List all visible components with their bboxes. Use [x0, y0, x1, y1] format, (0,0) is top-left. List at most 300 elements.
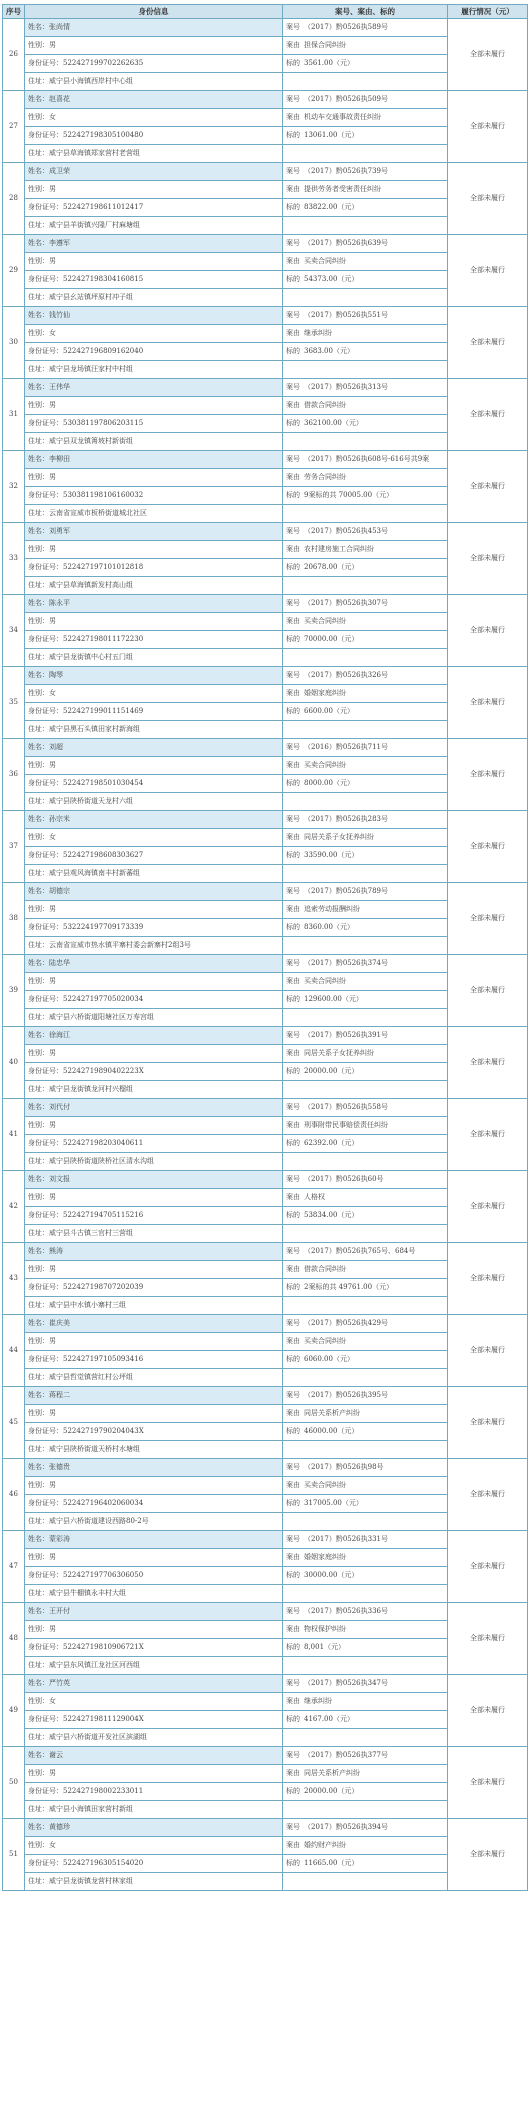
fulfillment-status: 全部未履行 [448, 307, 528, 379]
field-label: 性别 [28, 473, 42, 481]
person-gender [25, 1261, 283, 1279]
row-number: 31 [3, 379, 25, 451]
header-status: 履行情况（元） [448, 5, 528, 19]
field-value: 继承纠纷 [304, 329, 332, 337]
field-value: 男 [49, 545, 56, 553]
case-amount [283, 1351, 448, 1369]
field-separator: ： [42, 95, 49, 103]
field-label: 性别 [28, 761, 42, 769]
table-row [3, 739, 528, 757]
case-number [283, 163, 448, 181]
empty-cell [283, 145, 448, 163]
person-name [25, 1171, 283, 1189]
table-row [3, 1819, 528, 1837]
field-value: 522427197105093416 [63, 1355, 144, 1363]
field-value: 同居关系析产纠纷 [304, 1409, 360, 1417]
table-row [3, 1027, 528, 1045]
case-cause [283, 397, 448, 415]
field-label: 性别 [28, 617, 42, 625]
field-value: 黄德珍 [49, 1823, 70, 1831]
case-number [283, 1675, 448, 1693]
empty-cell [283, 937, 448, 955]
case-amount [283, 1207, 448, 1225]
case-cause [283, 901, 448, 919]
person-name [25, 1387, 283, 1405]
case-cause [283, 1189, 448, 1207]
field-value: 李遵军 [49, 239, 70, 247]
case-number [283, 811, 448, 829]
field-value: 刑事附带民事赔偿责任纠纷 [304, 1121, 388, 1129]
field-separator: ： [56, 923, 63, 931]
field-separator: ： [42, 1391, 49, 1399]
field-value: 522427198611012417 [63, 203, 144, 211]
case-cause [283, 973, 448, 991]
row-number: 27 [3, 91, 25, 163]
person-id-number [25, 919, 283, 937]
table-row [3, 1531, 528, 1549]
person-gender [25, 1549, 283, 1567]
person-gender [25, 37, 283, 55]
fulfillment-status: 全部未履行 [448, 163, 528, 235]
table-row [3, 1243, 528, 1261]
field-label: 案由 [286, 905, 300, 913]
field-value: 2案标的共 49761.00（元） [304, 1283, 394, 1291]
case-amount [283, 559, 448, 577]
table-row [3, 595, 528, 613]
field-label: 案由 [286, 257, 300, 265]
field-separator: ： [42, 977, 49, 985]
person-address [25, 721, 283, 739]
person-gender [25, 397, 283, 415]
field-value: 522427198501030454 [63, 779, 144, 787]
case-number [283, 739, 448, 757]
case-amount [283, 1567, 448, 1585]
field-value: 男 [49, 1193, 56, 1201]
person-address [25, 145, 283, 163]
case-amount [283, 1783, 448, 1801]
fulfillment-status: 全部未履行 [448, 451, 528, 523]
field-value: 徐海江 [49, 1031, 70, 1039]
field-value: 王开付 [49, 1607, 70, 1615]
field-label: 案号 [286, 887, 300, 895]
field-value: 威宁县草海镇新发村高山组 [49, 581, 133, 589]
person-id-number [25, 127, 283, 145]
field-separator: ： [42, 1265, 49, 1273]
field-separator: ： [56, 1571, 63, 1579]
field-label: 住址 [28, 1013, 42, 1021]
field-label: 案号 [286, 1247, 300, 1255]
field-value: 362100.00（元） [304, 419, 363, 427]
field-separator: ： [56, 59, 63, 67]
field-label: 性别 [28, 1481, 42, 1489]
field-label: 住址 [28, 1301, 42, 1309]
person-id-number [25, 1495, 283, 1513]
field-label: 性别 [28, 113, 42, 121]
field-value: 威宁县草海镇郑家营村老营组 [49, 149, 140, 157]
empty-cell [283, 1369, 448, 1387]
field-separator: ： [56, 1787, 63, 1795]
row-number: 40 [3, 1027, 25, 1099]
fulfillment-status: 全部未履行 [448, 811, 528, 883]
field-label: 标的 [286, 491, 300, 499]
field-separator: ： [42, 293, 49, 301]
empty-cell [283, 1513, 448, 1531]
field-label: 住址 [28, 1661, 42, 1669]
field-value: 女 [49, 1697, 56, 1705]
field-value: 胡德宗 [49, 887, 70, 895]
field-separator: ： [42, 1607, 49, 1615]
field-separator: ： [56, 419, 63, 427]
field-label: 姓名 [28, 1247, 42, 1255]
field-value: 人格权 [304, 1193, 325, 1201]
field-label: 案号 [286, 1319, 300, 1327]
person-address [25, 865, 283, 883]
field-label: 标的 [286, 851, 300, 859]
person-address [25, 1585, 283, 1603]
field-label: 住址 [28, 1373, 42, 1381]
field-label: 标的 [286, 1643, 300, 1651]
case-amount [283, 271, 448, 289]
field-label: 身份证号 [28, 203, 56, 211]
field-separator: ： [56, 1859, 63, 1867]
field-value: 农村建房施工合同纠纷 [304, 545, 374, 553]
field-label: 性别 [28, 185, 42, 193]
row-number: 49 [3, 1675, 25, 1747]
fulfillment-status: 全部未履行 [448, 1243, 528, 1315]
person-id-number [25, 1207, 283, 1225]
field-value: 8000.00（元） [304, 779, 354, 787]
field-label: 住址 [28, 1229, 42, 1237]
field-label: 案由 [286, 833, 300, 841]
field-value: 同居关系子女抚养纠纷 [304, 1049, 374, 1057]
row-number: 38 [3, 883, 25, 955]
person-gender [25, 1405, 283, 1423]
field-label: 性别 [28, 1193, 42, 1201]
field-value: 男 [49, 1409, 56, 1417]
field-label: 案由 [286, 329, 300, 337]
field-separator: ： [42, 1463, 49, 1471]
person-address [25, 217, 283, 235]
field-separator: ： [42, 653, 49, 661]
field-separator: ： [42, 617, 49, 625]
field-label: 案号 [286, 815, 300, 823]
field-value: 担保合同纠纷 [304, 41, 346, 49]
field-label: 住址 [28, 581, 42, 589]
field-label: 性别 [28, 257, 42, 265]
row-number: 44 [3, 1315, 25, 1387]
person-address [25, 1513, 283, 1531]
person-name [25, 739, 283, 757]
field-separator: ： [42, 869, 49, 877]
field-label: 性别 [28, 1337, 42, 1345]
person-id-number [25, 847, 283, 865]
field-value: 刘文报 [49, 1175, 70, 1183]
field-label: 标的 [286, 995, 300, 1003]
empty-cell [283, 1729, 448, 1747]
field-value: 530381198106160032 [63, 491, 144, 499]
field-value: （2017）黔0526执336号 [304, 1607, 388, 1615]
field-label: 住址 [28, 77, 42, 85]
row-number: 33 [3, 523, 25, 595]
field-label: 身份证号 [28, 347, 56, 355]
field-separator: ： [56, 1643, 63, 1651]
case-number [283, 379, 448, 397]
person-id-number [25, 1351, 283, 1369]
case-number [283, 451, 448, 469]
field-separator: ： [56, 491, 63, 499]
field-label: 案号 [286, 959, 300, 967]
field-value: 522427198304160815 [63, 275, 144, 283]
field-value: 6060.00（元） [304, 1355, 354, 1363]
field-value: （2016）黔0526执711号 [304, 743, 388, 751]
person-gender [25, 253, 283, 271]
field-label: 姓名 [28, 1607, 42, 1615]
field-label: 性别 [28, 1409, 42, 1417]
person-name [25, 1747, 283, 1765]
field-label: 案号 [286, 1607, 300, 1615]
table-row [3, 235, 528, 253]
field-label: 姓名 [28, 167, 42, 175]
case-amount [283, 1639, 448, 1657]
empty-cell [283, 1585, 448, 1603]
person-address [25, 1441, 283, 1459]
fulfillment-status: 全部未履行 [448, 1747, 528, 1819]
field-label: 住址 [28, 293, 42, 301]
person-address [25, 1081, 283, 1099]
person-id-number [25, 271, 283, 289]
field-value: 33590.00（元） [304, 851, 359, 859]
field-separator: ： [42, 257, 49, 265]
field-value: 54373.00（元） [304, 275, 359, 283]
field-separator: ： [42, 743, 49, 751]
fulfillment-status: 全部未履行 [448, 19, 528, 91]
field-value: 婚姻家庭纠纷 [304, 689, 346, 697]
row-number: 46 [3, 1459, 25, 1531]
field-value: 崔庆美 [49, 1319, 70, 1327]
field-separator: ： [56, 1067, 63, 1075]
field-separator: ： [56, 1427, 63, 1435]
field-value: 53834.00（元） [304, 1211, 359, 1219]
field-label: 住址 [28, 365, 42, 373]
case-cause [283, 109, 448, 127]
field-separator: ： [42, 545, 49, 553]
field-value: 王伟华 [49, 383, 70, 391]
field-label: 住址 [28, 221, 42, 229]
empty-cell [283, 289, 448, 307]
person-address [25, 73, 283, 91]
field-separator: ： [56, 995, 63, 1003]
field-separator: ： [42, 1409, 49, 1417]
row-number: 26 [3, 19, 25, 91]
field-label: 案由 [286, 761, 300, 769]
row-number: 28 [3, 163, 25, 235]
fulfillment-status: 全部未履行 [448, 1531, 528, 1603]
case-cause [283, 1693, 448, 1711]
field-value: 9案标的共 70005.00（元） [304, 491, 394, 499]
field-value: 蒙彩涛 [49, 1535, 70, 1543]
person-id-number [25, 415, 283, 433]
field-separator: ： [42, 311, 49, 319]
field-label: 姓名 [28, 743, 42, 751]
table-header-row [3, 5, 528, 19]
field-value: （2017）黔0526执60号 [304, 1175, 384, 1183]
field-label: 标的 [286, 1283, 300, 1291]
field-separator: ： [42, 401, 49, 409]
field-separator: ： [42, 1679, 49, 1687]
person-gender [25, 1621, 283, 1639]
person-gender [25, 109, 283, 127]
field-separator: ： [42, 185, 49, 193]
field-value: 52242719811129004X [63, 1715, 144, 1723]
field-label: 案由 [286, 689, 300, 697]
field-value: （2017）黔0526执453号 [304, 527, 388, 535]
field-label: 姓名 [28, 1679, 42, 1687]
case-amount [283, 1135, 448, 1153]
field-label: 性别 [28, 1625, 42, 1633]
field-separator: ： [42, 599, 49, 607]
field-label: 住址 [28, 797, 42, 805]
person-name [25, 235, 283, 253]
field-label: 性别 [28, 833, 42, 841]
table-row [3, 91, 528, 109]
field-label: 案由 [286, 473, 300, 481]
field-value: 11665.00（元） [304, 1859, 359, 1867]
header-seq: 序号 [3, 5, 25, 19]
field-label: 性别 [28, 41, 42, 49]
field-label: 案号 [286, 743, 300, 751]
person-address [25, 649, 283, 667]
person-id-number [25, 343, 283, 361]
case-amount [283, 1423, 448, 1441]
field-value: 威宁县羊街镇兴隆厂村麻塘组 [49, 221, 140, 229]
person-address [25, 1657, 283, 1675]
field-value: 刘超 [49, 743, 63, 751]
field-label: 案号 [286, 1751, 300, 1759]
field-label: 案由 [286, 1193, 300, 1201]
field-value: 威宁县龙街镇龙营村林家组 [49, 1877, 133, 1885]
field-label: 性别 [28, 977, 42, 985]
field-value: （2017）黔0526执313号 [304, 383, 388, 391]
field-value: 52242719890402223X [63, 1067, 144, 1075]
case-cause [283, 1837, 448, 1855]
person-gender [25, 469, 283, 487]
person-gender [25, 1765, 283, 1783]
field-separator: ： [56, 131, 63, 139]
field-label: 案由 [286, 1625, 300, 1633]
field-value: 买卖合同纠纷 [304, 257, 346, 265]
header-identity: 身份信息 [25, 5, 283, 19]
field-label: 身份证号 [28, 1499, 56, 1507]
case-amount [283, 703, 448, 721]
field-label: 案由 [286, 1265, 300, 1273]
field-label: 标的 [286, 1715, 300, 1723]
field-value: （2017）黔0526执765号、684号 [304, 1247, 416, 1255]
person-gender [25, 1333, 283, 1351]
field-label: 案号 [286, 1391, 300, 1399]
field-value: 借款合同纠纷 [304, 1265, 346, 1273]
person-gender [25, 973, 283, 991]
field-label: 姓名 [28, 1535, 42, 1543]
field-value: 借款合同纠纷 [304, 401, 346, 409]
person-gender [25, 685, 283, 703]
case-number [283, 1171, 448, 1189]
field-label: 标的 [286, 635, 300, 643]
field-label: 住址 [28, 869, 42, 877]
person-gender [25, 901, 283, 919]
field-separator: ： [42, 1535, 49, 1543]
table-row [3, 811, 528, 829]
field-separator: ： [42, 905, 49, 913]
field-separator: ： [42, 725, 49, 733]
table-row [3, 1315, 528, 1333]
field-separator: ： [42, 1247, 49, 1255]
table-row [3, 379, 528, 397]
person-address [25, 793, 283, 811]
field-separator: ： [42, 959, 49, 967]
field-label: 姓名 [28, 1031, 42, 1039]
field-separator: ： [42, 1337, 49, 1345]
field-value: 陈永平 [49, 599, 70, 607]
field-value: 52242719810906721X [63, 1643, 144, 1651]
field-label: 案由 [286, 113, 300, 121]
row-number: 34 [3, 595, 25, 667]
field-label: 案由 [286, 1841, 300, 1849]
field-label: 姓名 [28, 887, 42, 895]
field-value: 威宁县观风海镇南丰村新蕃组 [49, 869, 140, 877]
field-value: 女 [49, 1841, 56, 1849]
field-value: 威宁县陕桥街道天龙村六组 [49, 797, 133, 805]
field-separator: ： [42, 1661, 49, 1669]
field-value: 8,001（元） [304, 1643, 346, 1651]
row-number: 42 [3, 1171, 25, 1243]
case-cause [283, 829, 448, 847]
case-amount [283, 55, 448, 73]
field-separator: ： [42, 1841, 49, 1849]
field-value: （2017）黔0526执429号 [304, 1319, 388, 1327]
field-label: 住址 [28, 1517, 42, 1525]
field-value: 男 [49, 905, 56, 913]
field-label: 标的 [286, 59, 300, 67]
person-id-number [25, 1567, 283, 1585]
person-name [25, 667, 283, 685]
case-cause [283, 541, 448, 559]
field-label: 案号 [286, 527, 300, 535]
case-cause [283, 469, 448, 487]
person-name [25, 1603, 283, 1621]
field-label: 性别 [28, 401, 42, 409]
case-cause [283, 1405, 448, 1423]
field-label: 案由 [286, 1481, 300, 1489]
field-value: 李柳田 [49, 455, 70, 463]
person-id-number [25, 199, 283, 217]
case-number [283, 955, 448, 973]
field-label: 标的 [286, 1859, 300, 1867]
case-amount [283, 775, 448, 793]
field-value: 蒋程二 [49, 1391, 70, 1399]
field-label: 案由 [286, 185, 300, 193]
field-label: 身份证号 [28, 1355, 56, 1363]
field-value: 20000.00（元） [304, 1067, 359, 1075]
person-id-number [25, 1063, 283, 1081]
person-address [25, 937, 283, 955]
row-number: 32 [3, 451, 25, 523]
field-value: 男 [49, 977, 56, 985]
field-value: 男 [49, 1481, 56, 1489]
case-cause [283, 1477, 448, 1495]
field-value: 522427197101012818 [63, 563, 144, 571]
field-separator: ： [42, 833, 49, 841]
field-value: 机动车交通事故责任纠纷 [304, 113, 381, 121]
